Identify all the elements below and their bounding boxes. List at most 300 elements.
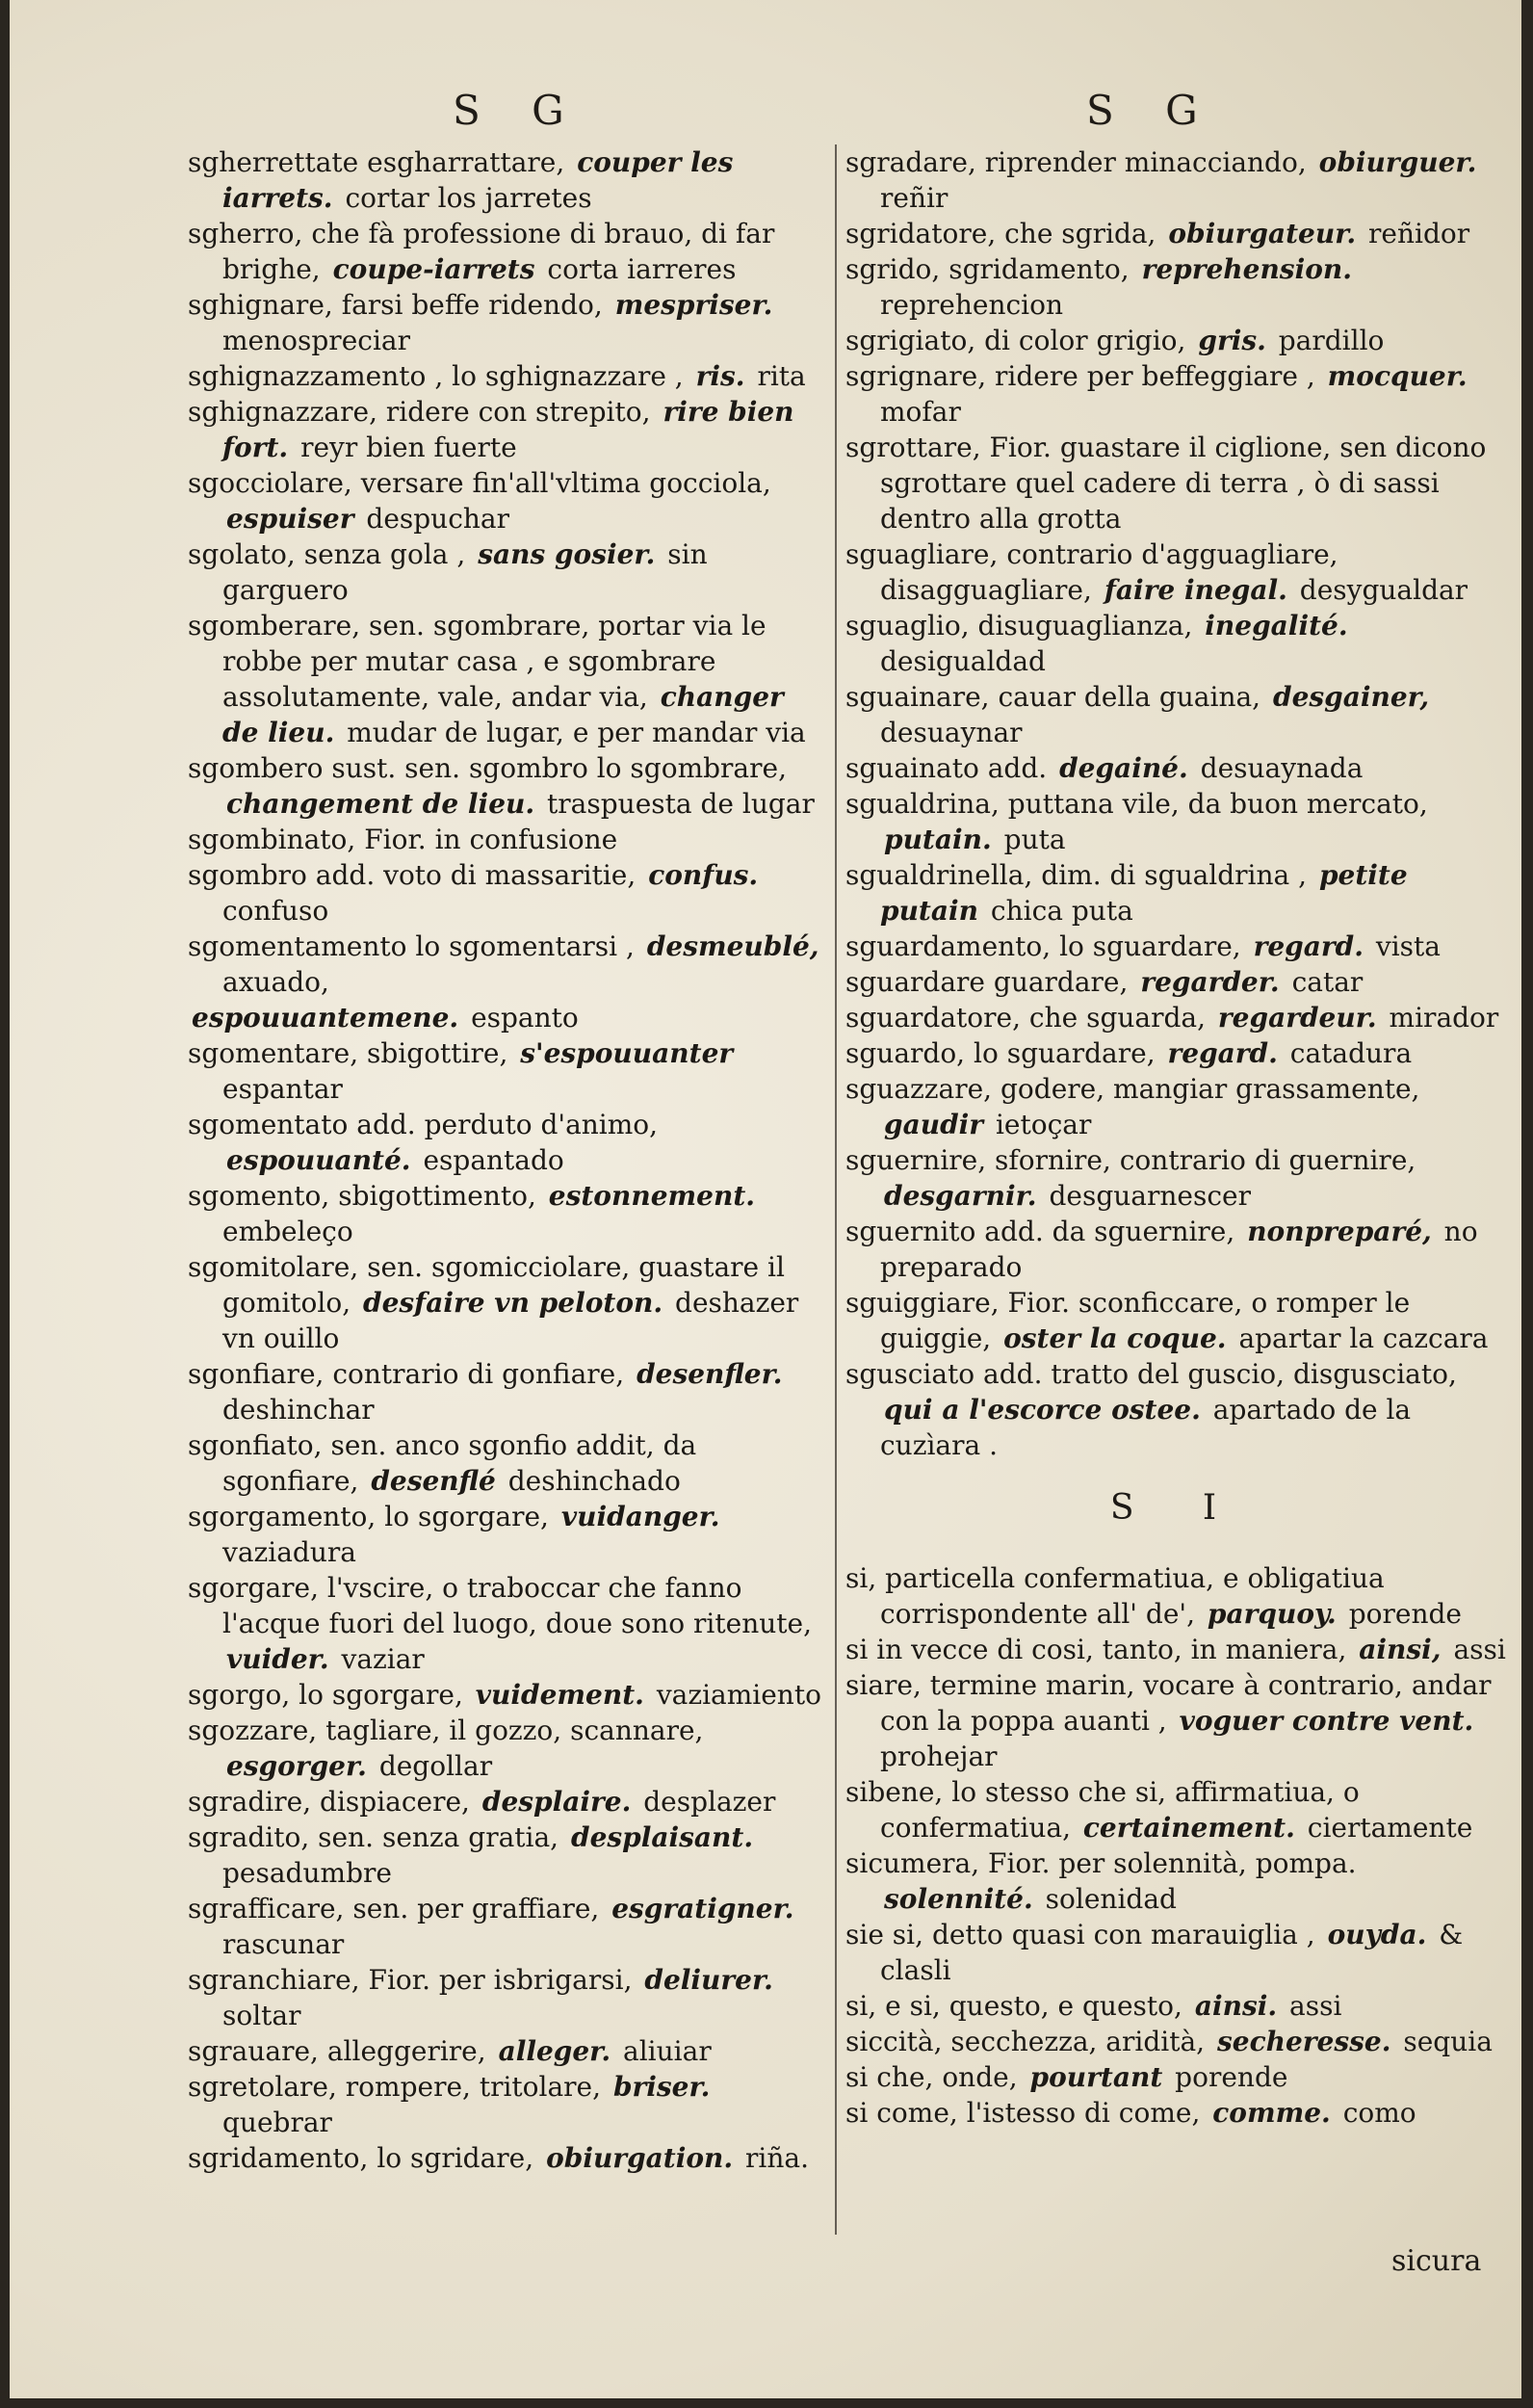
dictionary-entry: [845, 1356, 1510, 1463]
spanish-gloss: desplazer: [643, 1786, 776, 1818]
spanish-gloss: vaziamiento: [656, 1679, 821, 1711]
dictionary-entry: [188, 216, 823, 287]
spanish-gloss: ietoçar: [995, 1109, 1092, 1140]
french-gloss: comme.: [1212, 2097, 1331, 2129]
spanish-gloss: porende: [1348, 1598, 1462, 1630]
spanish-gloss: solenidad: [1045, 1883, 1177, 1915]
headword: sgonfiare,: [188, 1358, 325, 1390]
french-gloss: mespriser.: [614, 289, 773, 321]
dictionary-entry: [845, 1142, 1510, 1214]
dictionary-entry: [188, 1107, 823, 1178]
french-gloss: certainement.: [1082, 1812, 1295, 1844]
italian-gloss: sen. per graffiare,: [352, 1893, 600, 1924]
spanish-gloss: porende: [1175, 2061, 1288, 2093]
italian-gloss: dispiacere,: [320, 1786, 470, 1818]
spanish-gloss: desguarnescer: [1049, 1180, 1251, 1212]
spanish-gloss: apartado de la cuzìara .: [880, 1394, 1412, 1461]
italian-gloss: che fà professione di brauo, di far brighe,: [222, 218, 775, 285]
dictionary-entry: [845, 1000, 1510, 1035]
spanish-gloss: assi: [1289, 1990, 1342, 2022]
dictionary-entry: [188, 394, 823, 465]
headword: sguernito: [845, 1216, 976, 1247]
headword: sguaglio,: [845, 610, 970, 641]
italian-gloss: lo sgomentarsi ,: [415, 930, 635, 962]
italian-gloss: rompere, tritolare,: [345, 2071, 602, 2103]
headword: sgranchiare,: [188, 1964, 360, 1996]
french-gloss: confus.: [648, 859, 759, 891]
headword: sgombinato,: [188, 824, 356, 855]
headword: sgomberare,: [188, 610, 361, 641]
spanish-gloss: vaziadura: [222, 1536, 356, 1568]
headword: sguainare,: [845, 681, 990, 713]
italian-gloss: sust. sen. sgombro lo sgombrare,: [331, 752, 787, 784]
italian-gloss: godere, mangiar grassamente,: [1000, 1073, 1420, 1105]
dictionary-entry: [845, 323, 1510, 358]
italian-gloss: onde,: [942, 2061, 1018, 2093]
spanish-gloss: deshazer vn ouillo: [222, 1287, 799, 1354]
headword: sguazzare,: [845, 1073, 993, 1105]
dictionary-entry: [845, 1845, 1510, 1917]
italian-gloss: particella confermatiua, e obligatiua corrispondente all' de',: [880, 1562, 1385, 1630]
italian-gloss: ridere per beffeggiare ,: [995, 360, 1315, 392]
dictionary-entry: [845, 537, 1510, 608]
headword: sghignazzare,: [188, 396, 377, 428]
dictionary-entry: [188, 465, 823, 537]
dictionary-entry: [845, 216, 1510, 251]
headword: sguainato: [845, 752, 979, 784]
italian-gloss: puttana vile, da buon mercato,: [1007, 788, 1428, 820]
headword: sibene,: [845, 1776, 944, 1808]
french-gloss: esgorger.: [226, 1750, 367, 1782]
spanish-gloss: soltar: [222, 2000, 301, 2031]
italian-gloss: add. da sguernire,: [984, 1216, 1235, 1247]
spanish-gloss: pardillo: [1278, 325, 1385, 356]
italian-gloss: Fior. guastare il ciglione, sen dicono sgrottare quel cadere di terra , ò di sassi dentro alla grotta: [880, 432, 1487, 535]
headword: sgorgamento,: [188, 1501, 377, 1532]
french-gloss: changement de lieu.: [226, 788, 535, 820]
french-gloss: desgarnir.: [884, 1180, 1037, 1212]
spanish-gloss: rita: [757, 360, 806, 392]
french-gloss: desgainer,: [1273, 681, 1430, 713]
dictionary-entry: [188, 1891, 823, 1962]
spanish-gloss: mirador: [1389, 1002, 1499, 1034]
french-gloss: estonnement.: [548, 1180, 755, 1212]
dictionary-entry: [845, 1988, 1510, 2024]
spanish-gloss: aliuiar: [623, 2035, 712, 2067]
italian-gloss: , lo sghignazzare ,: [434, 360, 684, 392]
italian-gloss: lo sgorgare,: [384, 1501, 549, 1532]
french-gloss: pourtant: [1029, 2061, 1163, 2093]
dictionary-entry: [188, 1000, 823, 1035]
italian-gloss: detto quasi con marauiglia ,: [931, 1919, 1315, 1950]
spanish-gloss: desuaynada: [1200, 752, 1364, 784]
left-column: [188, 144, 823, 2176]
french-gloss: gris.: [1198, 325, 1266, 356]
headword: sgrido,: [845, 253, 941, 285]
dictionary-entry: [188, 358, 823, 394]
headword: sghignare,: [188, 289, 333, 321]
dictionary-entry: [188, 2033, 823, 2069]
spanish-gloss: prohejar: [880, 1741, 998, 1772]
spanish-gloss: pesadumbre: [222, 1857, 392, 1889]
dictionary-entry: [188, 2069, 823, 2140]
headword: sgomentato: [188, 1109, 349, 1140]
italian-gloss: che sguarda,: [1028, 1002, 1207, 1034]
italian-gloss: Fior. in confusione: [364, 824, 618, 855]
italian-gloss: sfornire, contrario di guernire,: [995, 1144, 1416, 1176]
french-gloss: alleger.: [498, 2035, 611, 2067]
dictionary-entry: [845, 2059, 1510, 2095]
italian-gloss: di color grigio,: [984, 325, 1186, 356]
french-gloss: desfaire vn peloton.: [363, 1287, 663, 1319]
spanish-gloss: apartar la cazcara: [1238, 1322, 1489, 1354]
headword: sgomentamento: [188, 930, 407, 962]
headword: sgusciato: [845, 1358, 975, 1390]
running-header-right: S G: [1086, 87, 1217, 134]
spanish-gloss: catar: [1291, 966, 1364, 998]
headword: si come,: [845, 2097, 958, 2129]
italian-gloss: in vecce di cosi, tanto, in maniera,: [876, 1634, 1347, 1665]
dictionary-entry: [845, 1071, 1510, 1142]
catchword: sicura: [1391, 2244, 1482, 2278]
headword: sgorgare,: [188, 1572, 320, 1604]
dictionary-entry: [845, 1214, 1510, 1285]
french-gloss: gaudir: [884, 1109, 984, 1140]
dictionary-entry: [845, 929, 1510, 964]
french-gloss: regardeur.: [1217, 1002, 1377, 1034]
headword: sgocciolare,: [188, 467, 352, 499]
spanish-gloss: embeleço: [222, 1216, 353, 1247]
section-heading: S I: [1109, 1488, 1246, 1528]
spanish-gloss: espantar: [222, 1073, 343, 1105]
dictionary-entry: [845, 750, 1510, 786]
italian-gloss: tagliare, il gozzo, scannare,: [325, 1714, 704, 1746]
running-header-left: S G: [453, 87, 584, 134]
dictionary-entry: [845, 251, 1510, 323]
dictionary-entry: [845, 1632, 1510, 1667]
french-gloss: espuiser: [226, 503, 354, 535]
italian-gloss: termine marin, vocare à contrario, andar con la poppa auanti ,: [880, 1669, 1492, 1737]
dictionary-entry: [188, 144, 823, 216]
headword: sgomentare,: [188, 1037, 359, 1069]
headword: sgolato,: [188, 538, 296, 570]
italian-gloss: l'istesso di come,: [966, 2097, 1201, 2129]
italian-gloss: questo, e questo,: [948, 1990, 1182, 2022]
spanish-gloss: catadura: [1289, 1037, 1413, 1069]
dictionary-entry: [845, 1774, 1510, 1845]
headword: sgrignare,: [845, 360, 987, 392]
spanish-gloss: cortar los jarretes: [345, 182, 592, 214]
dictionary-entry: [188, 537, 823, 608]
italian-gloss: sgridamento,: [948, 253, 1130, 285]
dictionary-entry: [845, 1285, 1510, 1356]
italian-gloss: contrario di gonfiare,: [332, 1358, 625, 1390]
italian-gloss: Fior. sconficcare, o romper le guiggie,: [880, 1287, 1411, 1354]
headword: sgradire,: [188, 1786, 312, 1818]
spanish-gloss: confuso: [222, 895, 329, 927]
spanish-gloss: deshinchar: [222, 1394, 375, 1426]
headword: sgherro,: [188, 218, 303, 249]
headword: sgrottare,: [845, 432, 981, 463]
italian-gloss: lo stesso che si, affirmatiua, o confermatiua,: [880, 1776, 1360, 1844]
french-gloss: s'espouuanter: [520, 1037, 734, 1069]
spanish-gloss: corta iarreres: [547, 253, 737, 285]
headword: sgomento,: [188, 1180, 330, 1212]
headword: sguiggiare,: [845, 1287, 1000, 1319]
dictionary-entry: [188, 1784, 823, 1819]
spanish-gloss: degollar: [378, 1750, 493, 1782]
headword: sie si,: [845, 1919, 924, 1950]
french-gloss: regarder.: [1140, 966, 1280, 998]
spanish-gloss: axuado,: [222, 966, 329, 998]
spanish-gloss: reñir: [880, 182, 948, 214]
dictionary-entry: [188, 287, 823, 358]
french-gloss: briser.: [612, 2071, 711, 2103]
dictionary-entry: [188, 822, 823, 857]
spanish-gloss: vista: [1375, 930, 1441, 962]
dictionary-entry: [845, 1560, 1510, 1632]
dictionary-entry: [188, 1677, 823, 1713]
italian-gloss: esgharrattare,: [367, 146, 565, 178]
french-gloss: vuider.: [226, 1643, 329, 1675]
dictionary-entry: [845, 1035, 1510, 1071]
spanish-gloss: & clasli: [880, 1919, 1464, 1986]
french-gloss: obiurguer.: [1318, 146, 1477, 178]
italian-gloss: contrario d'agguagliare, disagguagliare,: [880, 538, 1338, 606]
spanish-gloss: vaziar: [341, 1643, 425, 1675]
french-gloss: coupe-iarrets: [332, 253, 535, 285]
italian-gloss: add. voto di massaritie,: [315, 859, 637, 891]
dictionary-entry: [188, 1499, 823, 1570]
italian-gloss: guardare,: [993, 966, 1129, 998]
spanish-gloss: mofar: [880, 396, 961, 428]
spanish-gloss: despuchar: [366, 503, 510, 535]
french-gloss: couper les iarrets.: [222, 146, 734, 214]
italian-gloss: dim. di sgualdrina ,: [1041, 859, 1308, 891]
french-gloss: reprehension.: [1141, 253, 1352, 285]
french-gloss: regard.: [1167, 1037, 1278, 1069]
french-gloss: espouuanté.: [226, 1144, 411, 1176]
headword: sguardare: [845, 966, 985, 998]
french-gloss: sans gosier.: [478, 538, 656, 570]
french-gloss: deliurer.: [644, 1964, 773, 1996]
dictionary-entry: [188, 1962, 823, 2033]
italian-gloss: Fior. per isbrigarsi,: [368, 1964, 633, 1996]
dictionary-entry: [845, 1667, 1510, 1774]
french-gloss: inegalité.: [1205, 610, 1348, 641]
headword: sgridatore,: [845, 218, 997, 249]
french-gloss: parquoy.: [1207, 1598, 1337, 1630]
headword: sghignazzamento: [188, 360, 427, 392]
french-gloss: solennité.: [884, 1883, 1033, 1915]
dictionary-entry: [188, 1819, 823, 1891]
headword: sguagliare,: [845, 538, 999, 570]
headword: sgualdrinella,: [845, 859, 1033, 891]
headword: siccità,: [845, 2026, 943, 2057]
dictionary-entry: [188, 1427, 823, 1499]
italian-gloss: secchezza, aridità,: [950, 2026, 1206, 2057]
italian-gloss: sen. sgomicciolare, guastare il gomitolo,: [222, 1251, 785, 1319]
headword: sguardamento,: [845, 930, 1052, 962]
dictionary-entry: [188, 608, 823, 750]
french-gloss: voguer contre vent.: [1179, 1705, 1474, 1737]
spanish-gloss: como: [1342, 2097, 1416, 2129]
french-gloss: esgratigner.: [611, 1893, 794, 1924]
headword: sguardo,: [845, 1037, 966, 1069]
italian-gloss: sbigottire,: [367, 1037, 508, 1069]
french-gloss: obiurgation.: [546, 2142, 734, 2174]
dictionary-entry: [845, 608, 1510, 679]
italian-gloss: lo sguardare,: [1059, 930, 1241, 962]
dictionary-entry: [845, 964, 1510, 1000]
right-si-entries: [845, 1560, 1510, 2131]
italian-gloss: disuguaglianza,: [977, 610, 1193, 641]
spanish-gloss: deshinchado: [507, 1465, 681, 1497]
headword: sgomitolare,: [188, 1251, 359, 1283]
headword: sgrafficare,: [188, 1893, 345, 1924]
italian-gloss: senza gola ,: [303, 538, 466, 570]
dictionary-page: [10, 0, 1521, 2398]
spanish-gloss: rascunar: [222, 1928, 345, 1960]
french-gloss: vuidanger.: [560, 1501, 720, 1532]
spanish-gloss: desuaynar: [880, 717, 1023, 748]
french-gloss: ouyda.: [1327, 1919, 1427, 1950]
spanish-gloss: ciertamente: [1307, 1812, 1473, 1844]
spanish-gloss: menospreciar: [222, 325, 410, 356]
column-rule: [835, 144, 837, 2235]
headword: sgrigiato,: [845, 325, 976, 356]
italian-gloss: lo sgorgare,: [299, 1679, 463, 1711]
dictionary-entry: [188, 1178, 823, 1249]
headword: sgherrettate: [188, 146, 359, 178]
french-gloss: ainsi.: [1194, 1990, 1278, 2022]
spanish-gloss: sin garguero: [222, 538, 708, 606]
dictionary-entry: [845, 430, 1510, 537]
spanish-gloss: quebrar: [222, 2107, 332, 2138]
french-gloss: secheresse.: [1216, 2026, 1391, 2057]
spanish-gloss: chica puta: [990, 895, 1133, 927]
italian-gloss: versare fin'all'vltima gocciola,: [360, 467, 771, 499]
headword: sguardatore,: [845, 1002, 1021, 1034]
french-gloss: qui a l'escorce ostee.: [884, 1394, 1201, 1426]
italian-gloss: che sgrida,: [1004, 218, 1156, 249]
dictionary-entry: [845, 786, 1510, 857]
headword: sgombero: [188, 752, 324, 784]
dictionary-entry: [188, 1356, 823, 1427]
french-gloss: nonpreparé,: [1247, 1216, 1432, 1247]
dictionary-entry: [845, 358, 1510, 430]
spanish-gloss: no preparado: [880, 1216, 1478, 1283]
right-column: [845, 144, 1510, 2131]
headword: si,: [845, 1562, 877, 1594]
headword: sgradare,: [845, 146, 976, 178]
headword: sgorgo,: [188, 1679, 291, 1711]
italian-gloss: farsi beffe ridendo,: [341, 289, 603, 321]
french-gloss: ris.: [695, 360, 745, 392]
french-gloss: desmeublé,: [646, 930, 819, 962]
french-gloss: desenflé: [371, 1465, 496, 1497]
spanish-gloss: riña.: [745, 2142, 810, 2174]
spanish-gloss: desigualdad: [880, 645, 1046, 677]
dictionary-entry: [188, 1249, 823, 1356]
headword: sguernire,: [845, 1144, 987, 1176]
italian-gloss: lo sgridare,: [377, 2142, 534, 2174]
dictionary-entry: [845, 857, 1510, 929]
dictionary-entry: [188, 1035, 823, 1107]
dictionary-entry: [845, 2024, 1510, 2059]
italian-gloss: lo sguardare,: [974, 1037, 1156, 1069]
headword: si che,: [845, 2061, 934, 2093]
italian-gloss: sen. anco sgonfio addit, da sgonfiare,: [222, 1429, 697, 1497]
french-gloss: regard.: [1253, 930, 1364, 962]
spanish-gloss: desygualdar: [1299, 574, 1468, 606]
dictionary-entry: [188, 1570, 823, 1677]
italian-gloss: Fior. per solennità, pompa.: [988, 1847, 1357, 1879]
dictionary-entry: [845, 679, 1510, 750]
italian-gloss: add.: [987, 752, 1048, 784]
headword: si: [845, 1634, 869, 1665]
headword: si, e si,: [845, 1990, 941, 2022]
spanish-gloss: assi: [1453, 1634, 1506, 1665]
right-sg-entries: [845, 144, 1510, 1463]
italian-gloss: sen. sgombrare, portar via le robbe per mutar casa , e sgombrare assolutamente, vale, andar via,: [222, 610, 766, 713]
spanish-gloss: reprehencion: [880, 289, 1063, 321]
italian-gloss: cauar della guaina,: [998, 681, 1261, 713]
french-gloss: rire bien fort.: [222, 396, 794, 463]
headword: siare,: [845, 1669, 922, 1701]
dictionary-entry: [845, 144, 1510, 216]
french-gloss: desplaire.: [481, 1786, 632, 1818]
french-gloss: desenfler.: [637, 1358, 783, 1390]
dictionary-entry: [188, 857, 823, 929]
italian-gloss: sbigottimento,: [338, 1180, 536, 1212]
dictionary-entry: [845, 1917, 1510, 1988]
dictionary-entry: [188, 929, 823, 1000]
italian-gloss: add. perduto d'animo,: [356, 1109, 659, 1140]
spanish-gloss: espanto: [471, 1002, 579, 1034]
dictionary-entry: [188, 2140, 823, 2176]
headword: sicumera,: [845, 1847, 980, 1879]
french-gloss: espouuantemene.: [192, 1002, 459, 1034]
spanish-gloss: mudar de lugar, e per mandar via: [347, 717, 806, 748]
headword: sgombro: [188, 859, 307, 891]
spanish-gloss: sequia: [1403, 2026, 1493, 2057]
spanish-gloss: traspuesta de lugar: [547, 788, 815, 820]
spanish-gloss: puta: [1003, 824, 1066, 855]
headword: sgozzare,: [188, 1714, 318, 1746]
french-gloss: vuidement.: [475, 1679, 644, 1711]
french-gloss: obiurgateur.: [1168, 218, 1357, 249]
italian-gloss: riprender minacciando,: [984, 146, 1307, 178]
spanish-gloss: espantado: [423, 1144, 564, 1176]
italian-gloss: alleggerire,: [326, 2035, 486, 2067]
dictionary-entry: [845, 2095, 1510, 2131]
headword: sgualdrina,: [845, 788, 1000, 820]
dictionary-entry: [188, 750, 823, 822]
spanish-gloss: reyr bien fuerte: [300, 432, 517, 463]
french-gloss: ainsi,: [1359, 1634, 1442, 1665]
headword: sgretolare,: [188, 2071, 337, 2103]
french-gloss: petite putain: [880, 859, 1408, 927]
french-gloss: mocquer.: [1327, 360, 1468, 392]
french-gloss: putain.: [884, 824, 992, 855]
italian-gloss: ridere con strepito,: [385, 396, 651, 428]
spanish-gloss: reñidor: [1368, 218, 1470, 249]
headword: sgonfiato,: [188, 1429, 323, 1461]
headword: sgrauare,: [188, 2035, 319, 2067]
french-gloss: degainé.: [1059, 752, 1188, 784]
headword: sgradito,: [188, 1821, 310, 1853]
